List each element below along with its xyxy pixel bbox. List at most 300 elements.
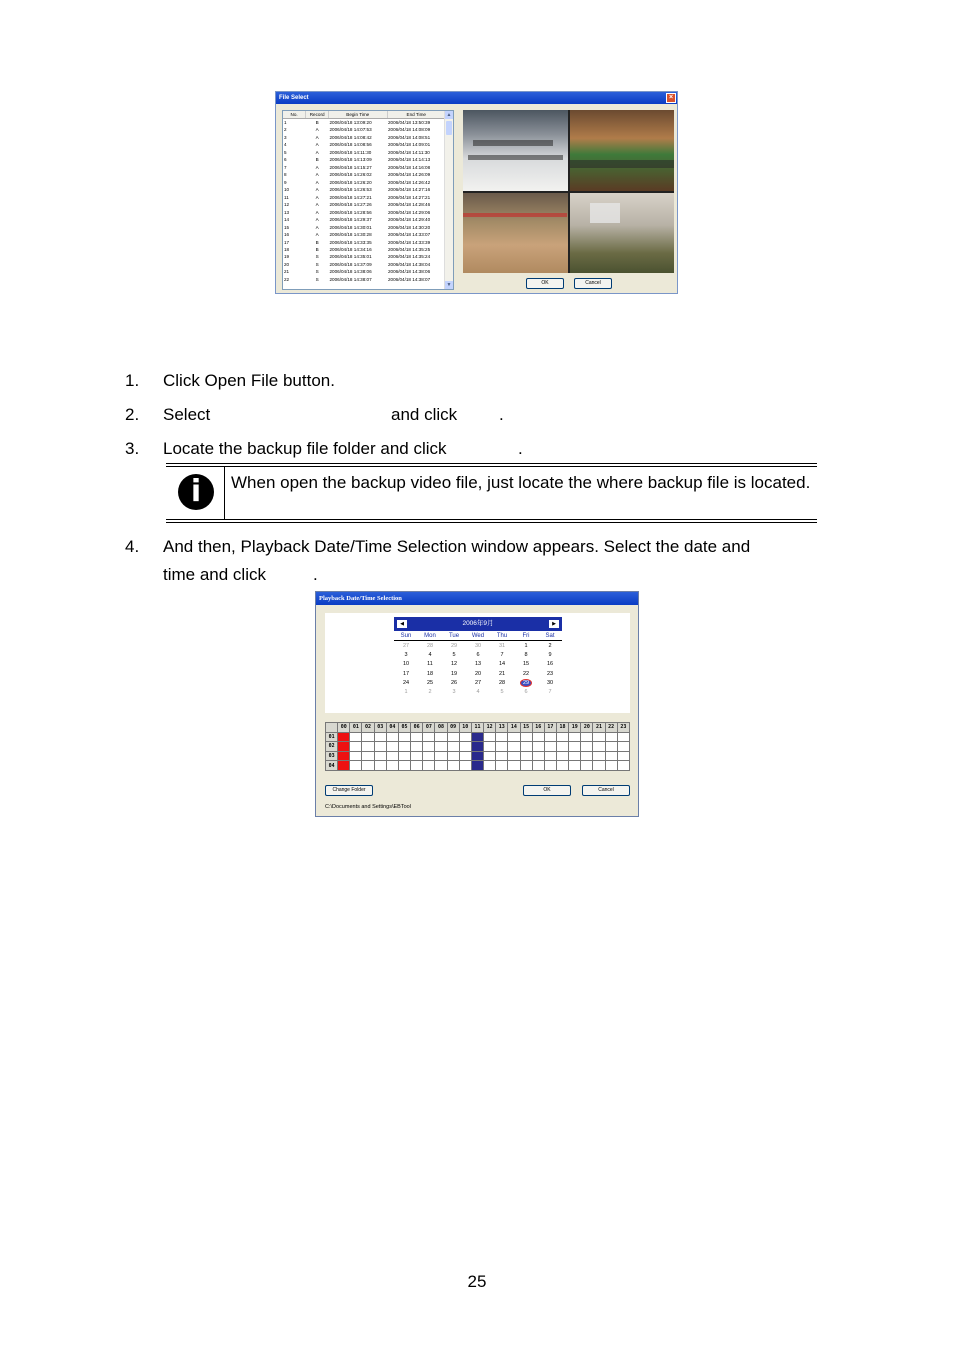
grid-cell[interactable]	[544, 761, 556, 771]
table-cell: 3	[284, 134, 287, 140]
grid-cell[interactable]	[447, 761, 459, 771]
ok-button[interactable]: OK	[526, 278, 564, 289]
grid-cell[interactable]	[411, 742, 423, 752]
hour-channel-grid[interactable]	[325, 722, 630, 771]
table-cell: 2006/04/18 14:30:01	[329, 224, 372, 230]
table-cell: 19	[284, 254, 290, 260]
grid-cell[interactable]	[459, 732, 471, 742]
grid-cell[interactable]	[556, 732, 568, 742]
calendar-day[interactable]: 30	[546, 679, 554, 686]
calendar-day[interactable]: 27	[402, 642, 410, 649]
grid-cell[interactable]	[362, 742, 374, 752]
grid-cell[interactable]	[593, 742, 605, 752]
grid-cell[interactable]	[362, 751, 374, 761]
playback-selection-screenshot	[315, 591, 639, 817]
table-row[interactable]	[283, 119, 446, 127]
table-cell: 2006/04/18 14:26:02	[329, 172, 372, 178]
calendar-day[interactable]: 6	[524, 689, 528, 696]
calendar-day[interactable]: 1	[404, 689, 408, 696]
table-cell: 2006/04/18 14:27:21	[329, 194, 372, 200]
grid-cell[interactable]	[593, 761, 605, 771]
cancel-button[interactable]: Cancel	[574, 278, 612, 289]
grid-cell[interactable]	[556, 751, 568, 761]
hour-header[interactable]: 11	[471, 723, 483, 733]
table-cell: 4	[284, 142, 287, 148]
table-cell: B	[315, 157, 319, 163]
grid-cell[interactable]	[508, 742, 520, 752]
calendar-day[interactable]: 25	[426, 679, 434, 686]
table-cell: 17	[284, 239, 290, 245]
table-cell: S	[315, 276, 319, 282]
grid-cell[interactable]	[569, 761, 581, 771]
hour-header[interactable]: 12	[484, 723, 496, 733]
grid-cell[interactable]	[508, 732, 520, 742]
grid-cell[interactable]	[496, 732, 508, 742]
calendar-day[interactable]: 5	[452, 651, 456, 658]
table-row[interactable]	[283, 268, 446, 275]
channel-label[interactable]: 03	[326, 751, 338, 761]
table-cell: 2006/04/18 14:35:24	[388, 254, 431, 260]
hour-header[interactable]: 06	[411, 723, 423, 733]
table-cell: B	[315, 246, 319, 252]
table-cell: 2006/04/18 14:08:56	[329, 142, 372, 148]
table-cell: A	[315, 187, 319, 193]
table-cell: 14	[284, 217, 290, 223]
playback-title: Playback Date/Time Selection	[316, 592, 638, 605]
hour-header[interactable]: 17	[544, 723, 556, 733]
hour-header[interactable]: 19	[569, 723, 581, 733]
hour-header[interactable]: 16	[532, 723, 544, 733]
step-3-number: 3.	[125, 439, 140, 458]
grid-cell[interactable]	[520, 732, 532, 742]
hour-header[interactable]: 20	[581, 723, 593, 733]
table-cell: A	[315, 172, 319, 178]
calendar-day[interactable]: 4	[476, 689, 480, 696]
table-row[interactable]	[283, 186, 446, 193]
grid-cell[interactable]	[447, 742, 459, 752]
note-rule	[166, 522, 817, 523]
step-2-number: 2.	[125, 405, 140, 424]
step-1-number: 1.	[125, 371, 140, 390]
grid-cell[interactable]	[338, 742, 350, 752]
grid-cell[interactable]	[362, 732, 374, 742]
table-cell: 2006/04/18 13:09:20	[329, 120, 372, 125]
calendar-day[interactable]: 7	[548, 689, 552, 696]
grid-cell[interactable]	[338, 751, 350, 761]
column-header[interactable]: No.	[283, 111, 306, 119]
grid-cell[interactable]	[484, 761, 496, 771]
table-row[interactable]	[283, 231, 446, 238]
table-cell: 2006/04/18 14:29:37	[329, 217, 372, 223]
calendar-day[interactable]: 29	[514, 678, 538, 687]
table-cell: 2006/04/18 14:08:09	[388, 127, 431, 133]
weekday-label: Thu	[490, 631, 514, 641]
grid-cell[interactable]	[362, 761, 374, 771]
prev-month-icon[interactable]: ◀	[397, 620, 407, 628]
grid-cell[interactable]	[435, 761, 447, 771]
grid-cell[interactable]	[374, 751, 386, 761]
table-row[interactable]	[283, 201, 446, 208]
grid-cell[interactable]	[544, 742, 556, 752]
grid-cell[interactable]	[374, 732, 386, 742]
weekday-label: Wed	[466, 631, 490, 641]
grid-cell[interactable]	[398, 732, 410, 742]
note-rule	[166, 463, 817, 464]
column-header[interactable]: End Time	[387, 111, 446, 119]
channel-label[interactable]: 04	[326, 761, 338, 771]
grid-cell[interactable]	[435, 751, 447, 761]
grid-cell[interactable]	[484, 742, 496, 752]
table-cell: 2006/04/18 14:33:35	[329, 239, 372, 245]
calendar-day[interactable]: 5	[500, 689, 504, 696]
file-select-screenshot	[275, 91, 678, 294]
hour-header[interactable]: 09	[447, 723, 459, 733]
table-row[interactable]	[283, 216, 446, 223]
calendar-month: 2006年9月	[462, 620, 494, 627]
table-cell: 2006/04/18 14:38:06	[388, 269, 431, 275]
step-2-text-c: .	[499, 405, 504, 424]
table-row[interactable]	[283, 179, 446, 186]
calendar-day[interactable]: 28	[426, 642, 434, 649]
grid-cell[interactable]	[569, 742, 581, 752]
grid-cell[interactable]	[532, 732, 544, 742]
grid-cell[interactable]	[617, 761, 629, 771]
file-select-title: File Select	[276, 92, 677, 104]
grid-cell[interactable]	[605, 761, 617, 771]
grid-cell[interactable]	[605, 742, 617, 752]
hour-header[interactable]: 18	[556, 723, 568, 733]
camera-4-preview	[570, 193, 675, 274]
grid-cell[interactable]	[423, 742, 435, 752]
table-cell: 2006/04/18 14:08:51	[388, 134, 431, 140]
column-header[interactable]: Begin Time	[329, 111, 388, 119]
table-row[interactable]	[283, 141, 446, 148]
calendar-day[interactable]: 31	[498, 642, 506, 649]
calendar-day[interactable]: 16	[546, 661, 554, 668]
table-cell: B	[315, 239, 319, 245]
cancel-button[interactable]: Cancel	[582, 785, 630, 796]
table-row[interactable]	[283, 171, 446, 178]
scroll-up-icon[interactable]: ▲	[446, 112, 452, 118]
table-cell: 2006/04/18 14:11:30	[329, 149, 372, 155]
table-cell: 13	[284, 209, 290, 215]
table-cell: 2006/04/18 14:37:09	[329, 261, 372, 267]
grid-cell[interactable]	[471, 751, 483, 761]
calendar-day[interactable]: 2	[548, 642, 552, 649]
hour-header[interactable]: 21	[593, 723, 605, 733]
table-cell: 10	[284, 187, 290, 193]
calendar-day[interactable]: 1	[524, 642, 528, 649]
table-cell: 2006/04/18 14:26:09	[388, 172, 431, 178]
grid-cell[interactable]	[520, 742, 532, 752]
hour-header[interactable]: 14	[508, 723, 520, 733]
grid-cell[interactable]	[447, 751, 459, 761]
grid-cell[interactable]	[386, 761, 398, 771]
table-row[interactable]	[283, 224, 446, 231]
grid-cell[interactable]	[617, 742, 629, 752]
grid-cell[interactable]	[471, 742, 483, 752]
table-row[interactable]	[283, 194, 446, 201]
table-cell: 6	[284, 157, 287, 163]
grid-cell[interactable]	[496, 742, 508, 752]
grid-cell[interactable]	[544, 732, 556, 742]
table-row[interactable]	[283, 261, 446, 268]
grid-cell[interactable]	[496, 751, 508, 761]
calendar-day[interactable]: 29	[450, 642, 458, 649]
table-row[interactable]	[283, 164, 446, 171]
table-cell: A	[315, 209, 319, 215]
step-4-number: 4.	[125, 537, 140, 556]
calendar-day[interactable]: 15	[522, 661, 530, 668]
grid-cell[interactable]	[471, 761, 483, 771]
grid-cell[interactable]	[374, 761, 386, 771]
calendar-day[interactable]: 12	[450, 661, 458, 668]
table-cell: A	[315, 217, 319, 223]
table-row[interactable]	[283, 156, 446, 163]
grid-cell[interactable]	[423, 732, 435, 742]
scroll-down-icon[interactable]: ▼	[446, 282, 452, 288]
grid-cell[interactable]	[508, 761, 520, 771]
table-cell: 2006/04/18 14:14:13	[388, 157, 431, 163]
note-rule	[166, 466, 817, 467]
weekday-label: Mon	[418, 631, 442, 641]
table-cell: 2006/04/18 14:28:56	[329, 209, 372, 215]
calendar-day[interactable]: 7	[500, 651, 504, 658]
grid-cell[interactable]	[569, 751, 581, 761]
table-cell: 2006/04/18 14:09:01	[388, 142, 431, 148]
step-3-text-c: .	[518, 439, 523, 458]
grid-cell[interactable]	[459, 751, 471, 761]
calendar-day[interactable]: 30	[474, 642, 482, 649]
grid-cell[interactable]	[350, 751, 362, 761]
change-folder-button[interactable]: Change Folder	[325, 785, 373, 796]
table-row[interactable]	[283, 276, 446, 283]
table-cell: 2006/04/18 14:38:06	[329, 269, 372, 275]
table-row[interactable]	[283, 253, 446, 260]
camera-3-preview	[463, 193, 568, 274]
camera-2-preview	[570, 110, 675, 191]
table-cell: A	[315, 202, 319, 208]
grid-cell[interactable]	[350, 732, 362, 742]
table-cell: 21	[284, 269, 290, 275]
table-cell: 18	[284, 246, 290, 252]
hour-header[interactable]: 05	[398, 723, 410, 733]
calendar-day[interactable]: 8	[524, 651, 528, 658]
grid-cell[interactable]	[435, 732, 447, 742]
table-cell: 2	[284, 127, 287, 133]
scroll-thumb[interactable]	[446, 121, 452, 135]
table-cell: 2006/04/18 14:38:04	[388, 261, 431, 267]
hour-header[interactable]: 13	[496, 723, 508, 733]
calendar-day[interactable]: 21	[498, 670, 506, 677]
calendar-day[interactable]: 28	[498, 679, 506, 686]
calendar-header	[394, 617, 562, 631]
table-cell: 1	[284, 120, 287, 125]
grid-cell[interactable]	[398, 742, 410, 752]
grid-cell[interactable]	[398, 751, 410, 761]
grid-cell[interactable]	[508, 751, 520, 761]
table-cell: 22	[284, 276, 290, 282]
calendar-day[interactable]: 10	[402, 661, 410, 668]
calendar-day[interactable]: 14	[498, 661, 506, 668]
hour-header[interactable]: 03	[374, 723, 386, 733]
hour-header[interactable]: 23	[617, 723, 629, 733]
grid-cell[interactable]	[617, 751, 629, 761]
note-text: When open the backup video file, just locate the where backup file is located.	[231, 473, 811, 492]
ok-button[interactable]: OK	[523, 785, 571, 796]
table-cell: A	[315, 224, 319, 230]
folder-path: C:\Documents and Settings\EBTool	[325, 804, 411, 810]
calendar-day[interactable]: 27	[474, 679, 482, 686]
table-cell: 2006/04/18 14:27:26	[329, 202, 372, 208]
calendar-day[interactable]: 18	[426, 670, 434, 677]
grid-cell[interactable]	[471, 732, 483, 742]
calendar-day[interactable]: 19	[450, 670, 458, 677]
grid-cell[interactable]	[423, 761, 435, 771]
grid-cell[interactable]	[544, 751, 556, 761]
camera-1-preview	[463, 110, 568, 191]
hour-header[interactable]: 10	[459, 723, 471, 733]
table-cell: 9	[284, 179, 287, 185]
weekday-label: Sun	[394, 631, 418, 641]
hour-header[interactable]: 00	[338, 723, 350, 733]
grid-cell[interactable]	[581, 742, 593, 752]
table-cell: 2006/04/18 14:29:40	[388, 217, 431, 223]
table-cell: 2006/04/18 14:33:07	[388, 232, 431, 238]
grid-cell[interactable]	[484, 751, 496, 761]
grid-cell[interactable]	[593, 732, 605, 742]
table-cell: 2006/04/18 14:26:42	[388, 179, 431, 185]
note-rule	[166, 519, 817, 520]
calendar-day[interactable]: 24	[402, 679, 410, 686]
table-cell: A	[315, 179, 319, 185]
table-row[interactable]	[283, 246, 446, 253]
grid-cell[interactable]	[605, 732, 617, 742]
grid-cell[interactable]	[556, 761, 568, 771]
grid-cell[interactable]	[411, 751, 423, 761]
calendar-day[interactable]: 3	[452, 689, 456, 696]
grid-cell[interactable]	[447, 732, 459, 742]
grid-cell[interactable]	[386, 751, 398, 761]
table-cell: 2006/04/18 14:11:30	[388, 149, 430, 155]
table-row[interactable]	[283, 239, 446, 246]
calendar-day[interactable]: 13	[474, 661, 482, 668]
grid-cell[interactable]	[350, 742, 362, 752]
table-cell: A	[315, 149, 319, 155]
column-header[interactable]: Record	[306, 111, 329, 119]
calendar-day[interactable]: 11	[427, 661, 433, 668]
info-icon: i	[178, 474, 214, 510]
grid-cell[interactable]	[338, 732, 350, 742]
table-row[interactable]	[283, 149, 446, 156]
hour-header[interactable]: 15	[520, 723, 532, 733]
table-row[interactable]	[283, 126, 446, 133]
file-list[interactable]	[282, 110, 454, 290]
grid-cell[interactable]	[581, 761, 593, 771]
channel-label[interactable]: 02	[326, 742, 338, 752]
calendar-day[interactable]: 2	[428, 689, 432, 696]
hour-header[interactable]: 22	[605, 723, 617, 733]
camera-preview-grid	[463, 110, 674, 273]
grid-cell[interactable]	[532, 761, 544, 771]
weekday-label: Sat	[538, 631, 562, 641]
hour-header[interactable]: 07	[423, 723, 435, 733]
grid-cell[interactable]	[520, 751, 532, 761]
grid-cell[interactable]	[532, 751, 544, 761]
grid-cell[interactable]	[423, 751, 435, 761]
calendar-day[interactable]: 20	[474, 670, 482, 677]
table-cell: 2006/04/18 14:15:27	[329, 164, 372, 170]
calendar-day[interactable]: 23	[546, 670, 554, 677]
grid-cell[interactable]	[435, 742, 447, 752]
grid-cell[interactable]	[386, 742, 398, 752]
calendar-day[interactable]: 22	[522, 670, 530, 677]
grid-cell[interactable]	[593, 751, 605, 761]
grid-cell[interactable]	[411, 732, 423, 742]
calendar-day[interactable]: 9	[548, 651, 552, 658]
grid-cell[interactable]	[581, 732, 593, 742]
grid-cell[interactable]	[484, 732, 496, 742]
calendar-day[interactable]: 26	[450, 679, 458, 686]
next-month-icon[interactable]: ▶	[549, 620, 559, 628]
grid-cell[interactable]	[338, 761, 350, 771]
list-scrollbar[interactable]	[444, 111, 453, 289]
step-4-line-1: And then, Playback Date/Time Selection window appears. Select the date and	[163, 537, 751, 556]
grid-cell[interactable]	[496, 761, 508, 771]
grid-cell[interactable]	[581, 751, 593, 761]
grid-cell[interactable]	[532, 742, 544, 752]
grid-cell[interactable]	[569, 732, 581, 742]
grid-cell[interactable]	[386, 732, 398, 742]
table-row[interactable]	[283, 209, 446, 216]
table-cell: S	[315, 254, 319, 260]
step-4-text-c: .	[313, 565, 318, 584]
table-cell: S	[315, 269, 319, 275]
grid-cell[interactable]	[605, 751, 617, 761]
grid-cell[interactable]	[617, 732, 629, 742]
note-divider	[224, 466, 225, 519]
channel-label[interactable]: 01	[326, 732, 338, 742]
calendar-day[interactable]: 6	[476, 651, 480, 658]
calendar	[394, 617, 562, 697]
grid-cell[interactable]	[374, 742, 386, 752]
calendar-area	[325, 613, 630, 713]
close-icon[interactable]: ×	[666, 93, 676, 103]
grid-cell[interactable]	[459, 742, 471, 752]
hour-header[interactable]: 08	[435, 723, 447, 733]
grid-cell[interactable]	[459, 761, 471, 771]
hour-header[interactable]: 02	[362, 723, 374, 733]
calendar-day[interactable]: 3	[404, 651, 408, 658]
table-cell: 2006/04/18 14:35:01	[329, 254, 372, 260]
table-cell: 2006/04/18 14:26:20	[329, 179, 372, 185]
hour-header[interactable]: 01	[350, 723, 362, 733]
calendar-day[interactable]: 4	[428, 651, 432, 658]
table-row[interactable]	[283, 134, 446, 141]
table-cell: S	[315, 261, 319, 267]
hour-header[interactable]: 04	[386, 723, 398, 733]
grid-cell[interactable]	[398, 761, 410, 771]
table-cell: 7	[284, 164, 287, 170]
grid-cell[interactable]	[411, 761, 423, 771]
step-1-text: Click Open File button.	[163, 371, 335, 390]
calendar-day[interactable]: 17	[402, 670, 410, 677]
grid-cell[interactable]	[556, 742, 568, 752]
table-cell: 20	[284, 261, 290, 267]
table-cell: 2006/04/18 13:50:39	[388, 120, 431, 125]
grid-cell[interactable]	[350, 761, 362, 771]
grid-cell[interactable]	[520, 761, 532, 771]
